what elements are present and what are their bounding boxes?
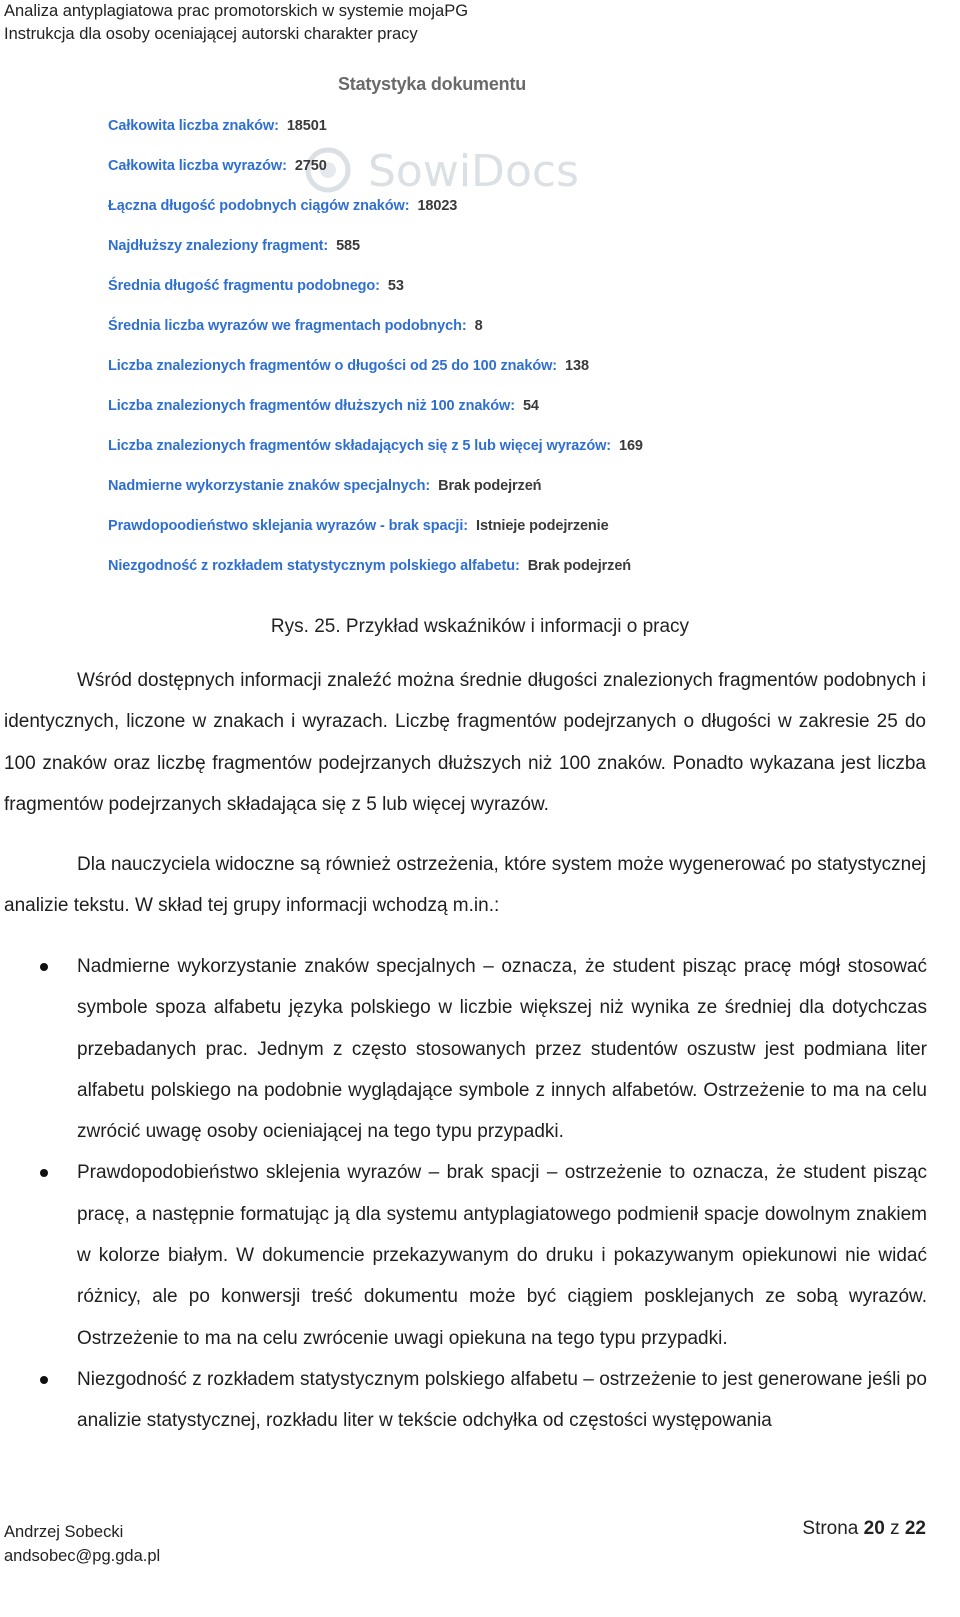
stat-value: 585 xyxy=(336,238,360,254)
header-subtitle: Instrukcja dla osoby oceniającej autorski charakter pracy xyxy=(4,25,418,43)
author-email: andsobec@pg.gda.pl xyxy=(4,1547,161,1565)
bullet-icon xyxy=(40,963,48,971)
body-paragraph xyxy=(4,660,926,825)
stat-label: Najdłuższy znaleziony fragment: xyxy=(108,238,329,254)
page-total: 22 xyxy=(904,1518,926,1539)
stat-row xyxy=(108,358,589,374)
figure-caption: Rys. 25. Przykład wskaźników i informacji o pracy xyxy=(270,616,690,637)
author-name: Andrzej Sobecki xyxy=(4,1523,124,1541)
paragraph-text: Dla nauczyciela widoczne są również ostrzeżenia, które system może wygenerować po statystycznej analizie tekstu. W skład tej grupy informacji wchodzą m.in.: xyxy=(4,854,926,917)
stat-value: 18023 xyxy=(417,198,458,214)
stat-row xyxy=(108,478,541,494)
warnings-list xyxy=(0,946,960,1442)
list-item xyxy=(0,1152,927,1358)
stat-row xyxy=(108,318,483,334)
stat-value: 18501 xyxy=(286,118,327,134)
stat-row xyxy=(108,238,360,254)
stat-value: Brak podejrzeń xyxy=(438,478,542,494)
list-item xyxy=(0,946,927,1152)
stat-label: Nadmierne wykorzystanie znaków specjalnych: xyxy=(108,478,431,494)
stat-label: Niezgodność z rozkładem statystycznym polskiego alfabetu: xyxy=(108,558,520,574)
stat-value: 169 xyxy=(619,438,643,454)
bullet-icon xyxy=(40,1169,48,1177)
page-number xyxy=(802,1518,926,1540)
stat-row xyxy=(108,158,327,174)
stat-label: Liczba znalezionych fragmentów dłuższych niż 100 znaków: xyxy=(108,398,515,414)
stat-label: Liczba znalezionych fragmentów o długości od 25 do 100 znaków: xyxy=(108,358,558,374)
body-paragraph xyxy=(4,844,926,927)
stat-row xyxy=(108,198,457,214)
list-item xyxy=(0,1359,927,1442)
stat-value: 2750 xyxy=(294,158,327,174)
stat-row xyxy=(108,118,327,134)
page-prefix: Strona xyxy=(802,1518,859,1539)
stat-value: 8 xyxy=(474,318,483,334)
sowidocs-watermark-logo xyxy=(302,140,602,200)
stat-value: Brak podejrzeń xyxy=(527,558,632,574)
page-footer-author xyxy=(4,1520,160,1568)
list-item-text: Nadmierne wykorzystanie znaków specjalnych – oznacza, że student pisząc pracę mógł stosować symbole spoza alfabetu języka polskiego w liczbie większej niż wynika ze średniej dla dotychczas przebadanych prac. Jednym z często stosowanych przez studentów oszustw jest podmiana liter alfabetu polskiego na podobnie wyglądające symbole z innych alfabetów. Ostrzeżenie to ma na celu zwrócić uwagę osoby ocieniającej na tego typu przypadki. xyxy=(77,956,927,1143)
figure-title: Statystyka dokumentu xyxy=(338,74,527,94)
stat-value: Istnieje podejrzenie xyxy=(476,518,609,534)
page-separator: z xyxy=(890,1518,900,1539)
list-item-text: Prawdopodobieństwo sklejenia wyrazów – brak spacji – ostrzeżenie to oznacza, że student pisząc pracę, a następnie formatując ją dla systemu antyplagiatowego podmienił spacje dowolnym znakiem w kolorze białym. W dokumencie przekazywanym do druku i pokazywanym opiekunowi nie widać różnicy, ale po konwersji treść dokumentu może być ciągiem posklejanych ze sobą wyrazów. Ostrzeżenie to ma na celu zwrócenie uwagi opiekuna na tego typu przypadki. xyxy=(77,1162,927,1349)
watermark-text: SowiDocs xyxy=(368,146,579,197)
stat-label: Liczba znalezionych fragmentów składających się z 5 lub więcej wyrazów: xyxy=(108,438,611,454)
list-item-text: Niezgodność z rozkładem statystycznym polskiego alfabetu – ostrzeżenie to jest generowane jeśli po analizie statystycznej, rozkładu liter w tekście odchyłka od częstości występowania xyxy=(77,1368,927,1432)
stat-label: Średnia długość fragmentu podobnego: xyxy=(108,278,380,294)
paragraph-text: Wśród dostępnych informacji znaleźć można średnie długości znalezionych fragmentów podobnych i identycznych, liczone w znakach i wyrazach. Liczbę fragmentów podejrzanych o długości w zakresie 25 do 100 znaków oraz liczbę fragmentów podejrzanych dłuższych niż 100 znaków. Ponadto wykazana jest liczba fragmentów podejrzanych składająca się z 5 lub więcej wyrazów. xyxy=(4,670,926,815)
document-statistics-figure xyxy=(100,68,740,608)
stat-row xyxy=(108,518,609,534)
stat-label: Całkowita liczba wyrazów: xyxy=(108,158,287,174)
stat-label: Całkowita liczba znaków: xyxy=(108,118,279,134)
stat-row xyxy=(108,398,539,414)
stat-row xyxy=(108,438,643,454)
header-title: Analiza antyplagiatowa prac promotorskich w systemie mojaPG xyxy=(4,2,469,20)
page-current: 20 xyxy=(863,1518,885,1539)
stat-value: 53 xyxy=(387,278,404,294)
stat-label: Średnia liczba wyrazów we fragmentach podobnych: xyxy=(108,318,467,334)
stat-value: 54 xyxy=(522,398,539,414)
bullet-icon xyxy=(40,1376,48,1384)
page-header xyxy=(4,0,468,46)
stat-row xyxy=(108,558,631,574)
stat-label: Łączna długość podobnych ciągów znaków: xyxy=(108,198,410,214)
stat-value: 138 xyxy=(565,358,589,374)
stat-row xyxy=(108,278,404,294)
stat-label: Prawdopoodieństwo sklejania wyrazów - brak spacji: xyxy=(108,518,469,534)
